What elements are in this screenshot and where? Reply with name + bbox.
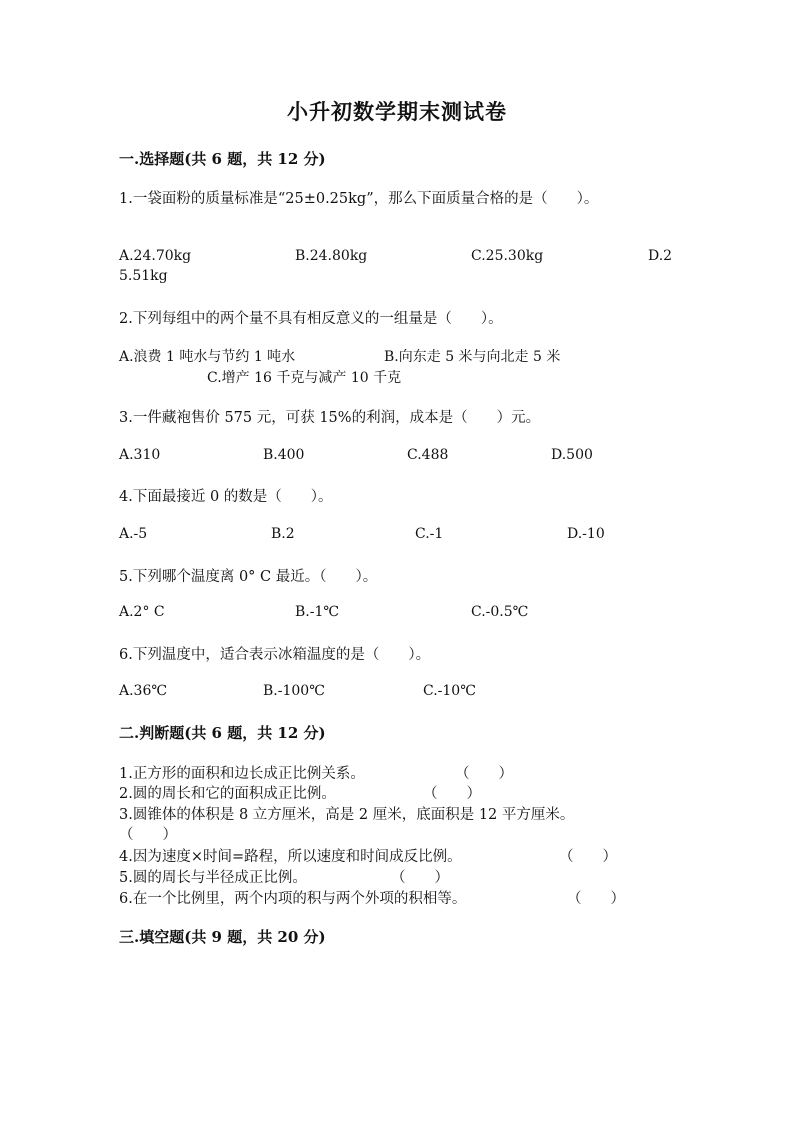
question-1: 1.一袋面粉的质量标准是“25±0.25kg”，那么下面质量合格的是（ ）。 — [119, 191, 599, 207]
q5-option-c: C.-0.5℃ — [471, 604, 529, 620]
q1-option-b: B.24.80kg — [295, 248, 368, 264]
q2-option-c: C.增产 16 千克与减产 10 千克 — [207, 370, 402, 386]
page-title: 小升初数学期末测试卷 — [287, 99, 507, 124]
q4-option-a: A.-5 — [119, 526, 148, 542]
q4-option-d: D.-10 — [567, 526, 605, 542]
judge-blank-4[interactable]: （ ） — [559, 849, 617, 865]
judge-blank-1[interactable]: （ ） — [455, 766, 513, 782]
q6-option-c: C.-10℃ — [423, 683, 476, 699]
judge-blank-3[interactable]: （ ） — [119, 827, 177, 843]
q3-option-d: D.500 — [551, 447, 593, 463]
q1-option-c: C.25.30kg — [471, 248, 544, 264]
q3-option-c: C.488 — [407, 447, 449, 463]
judge-item-4: 4.因为速度×时间=路程，所以速度和时间成反比例。 — [119, 849, 462, 865]
judge-item-6: 6.在一个比例里，两个内项的积与两个外项的积相等。 — [119, 891, 467, 907]
judge-blank-5[interactable]: （ ） — [391, 870, 449, 886]
judge-item-5: 5.圆的周长与半径成正比例。 — [119, 870, 307, 886]
section-heading-fill: 三.填空题(共 9 题，共 20 分) — [119, 928, 326, 946]
section-heading-judge: 二.判断题(共 6 题，共 12 分) — [119, 724, 326, 742]
judge-blank-6[interactable]: （ ） — [567, 891, 625, 907]
section-heading-choice: 一.选择题(共 6 题，共 12 分) — [119, 150, 326, 168]
q5-option-a: A.2° C — [119, 604, 165, 620]
question-4: 4.下面最接近 0 的数是（ ）。 — [119, 489, 333, 505]
q1-option-a: A.24.70kg — [119, 248, 192, 264]
q6-option-a: A.36℃ — [119, 683, 168, 699]
judge-item-2: 2.圆的周长和它的面积成正比例。 — [119, 786, 336, 802]
q6-option-b: B.-100℃ — [263, 683, 325, 699]
q1-option-d: D.2 — [648, 248, 673, 264]
q3-option-a: A.310 — [119, 447, 161, 463]
judge-item-3: 3.圆锥体的体积是 8 立方厘米，高是 2 厘米，底面积是 12 平方厘米。 — [119, 807, 575, 823]
q2-option-a: A.浪费 1 吨水与节约 1 吨水 — [119, 349, 296, 365]
question-3: 3.一件藏袍售价 575 元，可获 15%的利润，成本是（ ）元。 — [119, 410, 541, 426]
q5-option-b: B.-1℃ — [295, 604, 340, 620]
question-6: 6.下列温度中，适合表示冰箱温度的是（ ）。 — [119, 647, 431, 663]
question-2: 2.下列每组中的两个量不具有相反意义的一组量是（ ）。 — [119, 311, 503, 327]
q3-option-b: B.400 — [263, 447, 305, 463]
q4-option-c: C.-1 — [415, 526, 444, 542]
q4-option-b: B.2 — [271, 526, 295, 542]
judge-item-1: 1.正方形的面积和边长成正比例关系。 — [119, 766, 365, 782]
judge-blank-2[interactable]: （ ） — [423, 786, 481, 802]
question-5: 5.下列哪个温度离 0° C 最近。（ ）。 — [119, 569, 378, 585]
q2-option-b: B.向东走 5 米与向北走 5 米 — [384, 349, 561, 365]
q1-option-d-wrap: 5.51kg — [119, 268, 168, 284]
